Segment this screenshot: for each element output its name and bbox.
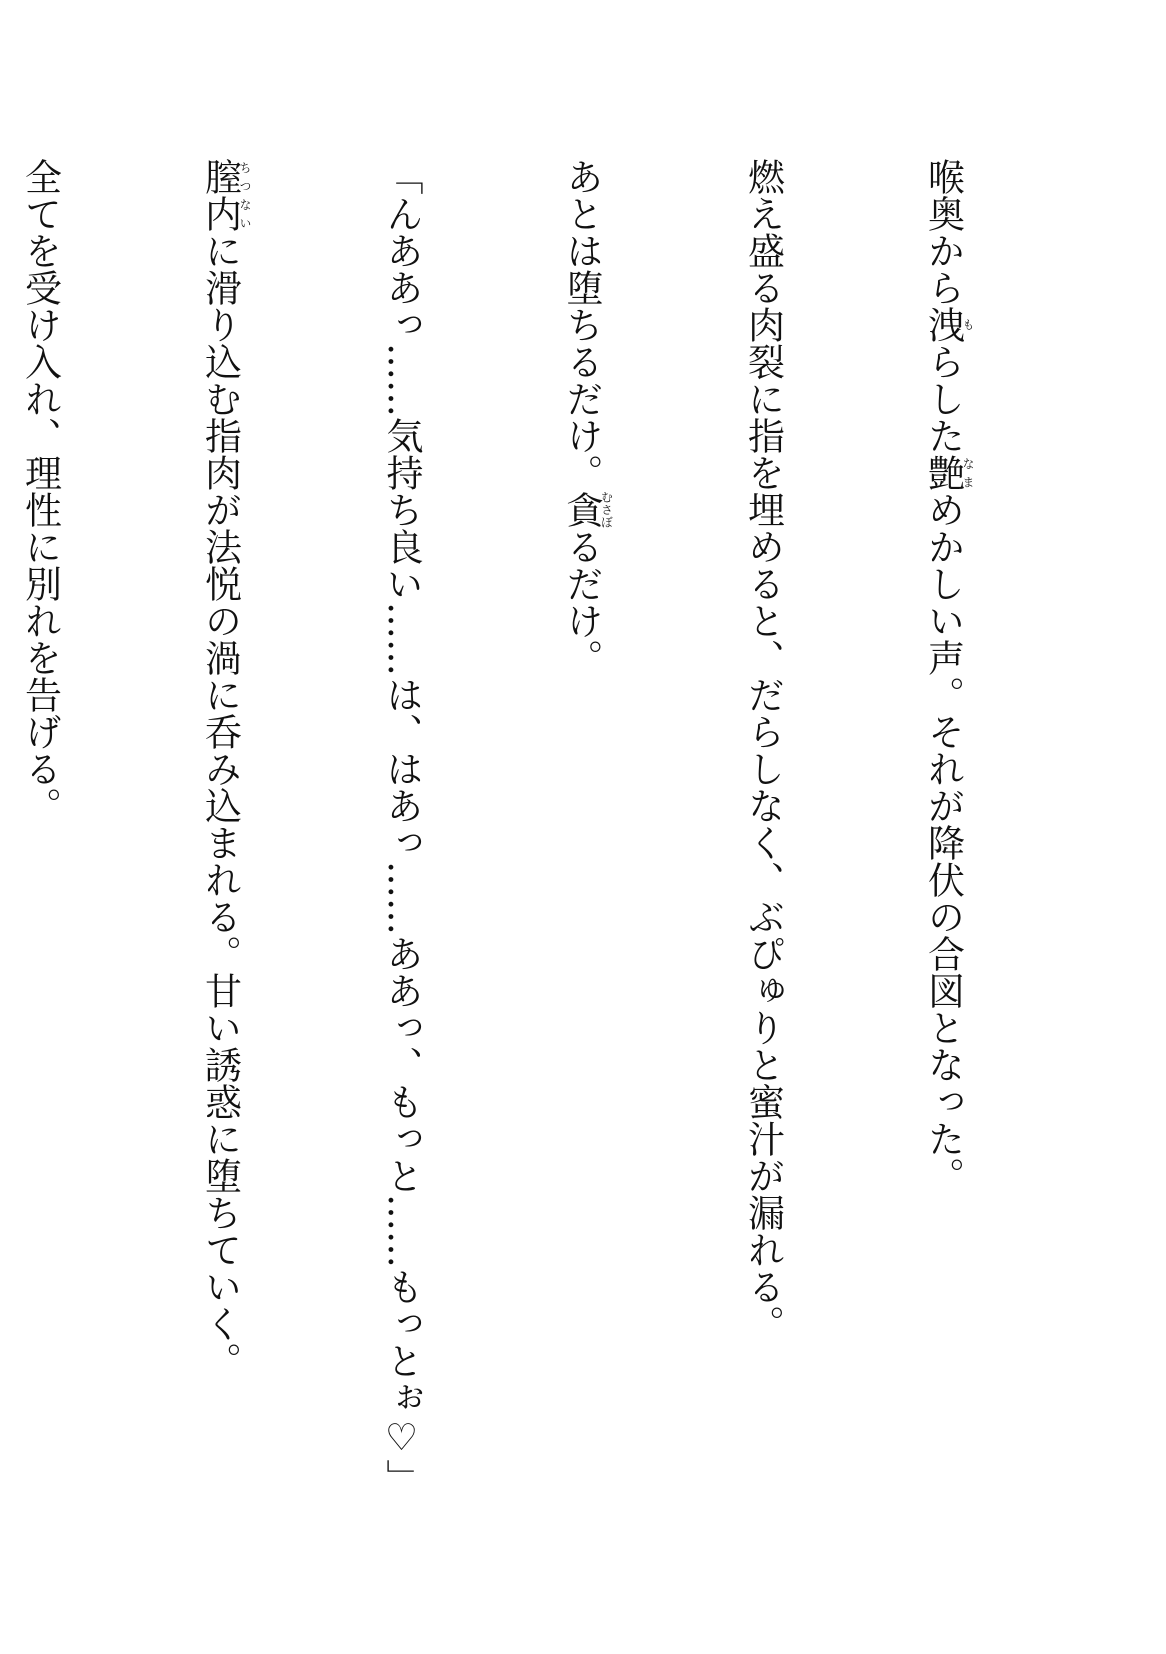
ruby-reading: むさぼ [599, 491, 614, 528]
text-line: 膣内ちつないに滑り込む指肉が法悦の渦に呑み込まれる。甘い誘惑に堕ちていく。 [198, 158, 252, 1379]
ruby-annotation: 貪むさぼ [560, 491, 614, 528]
ruby-reading: ちつない [238, 158, 252, 232]
vertical-text-body [0, 158, 1094, 1578]
text-line: 「んああっ……気持ち良い……は、はあっ……ああっ、もっと……もっとぉ♡」 [380, 158, 423, 1496]
text-line: 燃え盛る肉裂に指を埋めると、だらしなく、ぶぴゅりと蜜汁が漏れる。 [741, 158, 785, 1342]
ruby-annotation: 膣内ちつない [198, 158, 252, 232]
ruby-annotation: 洩も [921, 306, 975, 343]
ruby-annotation: 艶なま [921, 454, 975, 491]
text-line: 喉奥から洩もらした艶なまめかしい声。それが降伏の合図となった。 [921, 158, 975, 1194]
ruby-reading: なま [961, 454, 975, 491]
text-line: あとは堕ちるだけ。貪むさぼるだけ。 [560, 158, 614, 676]
ruby-reading: も [961, 306, 975, 343]
text-line: 全てを受け入れ、理性に別れを告げる。 [18, 158, 62, 824]
